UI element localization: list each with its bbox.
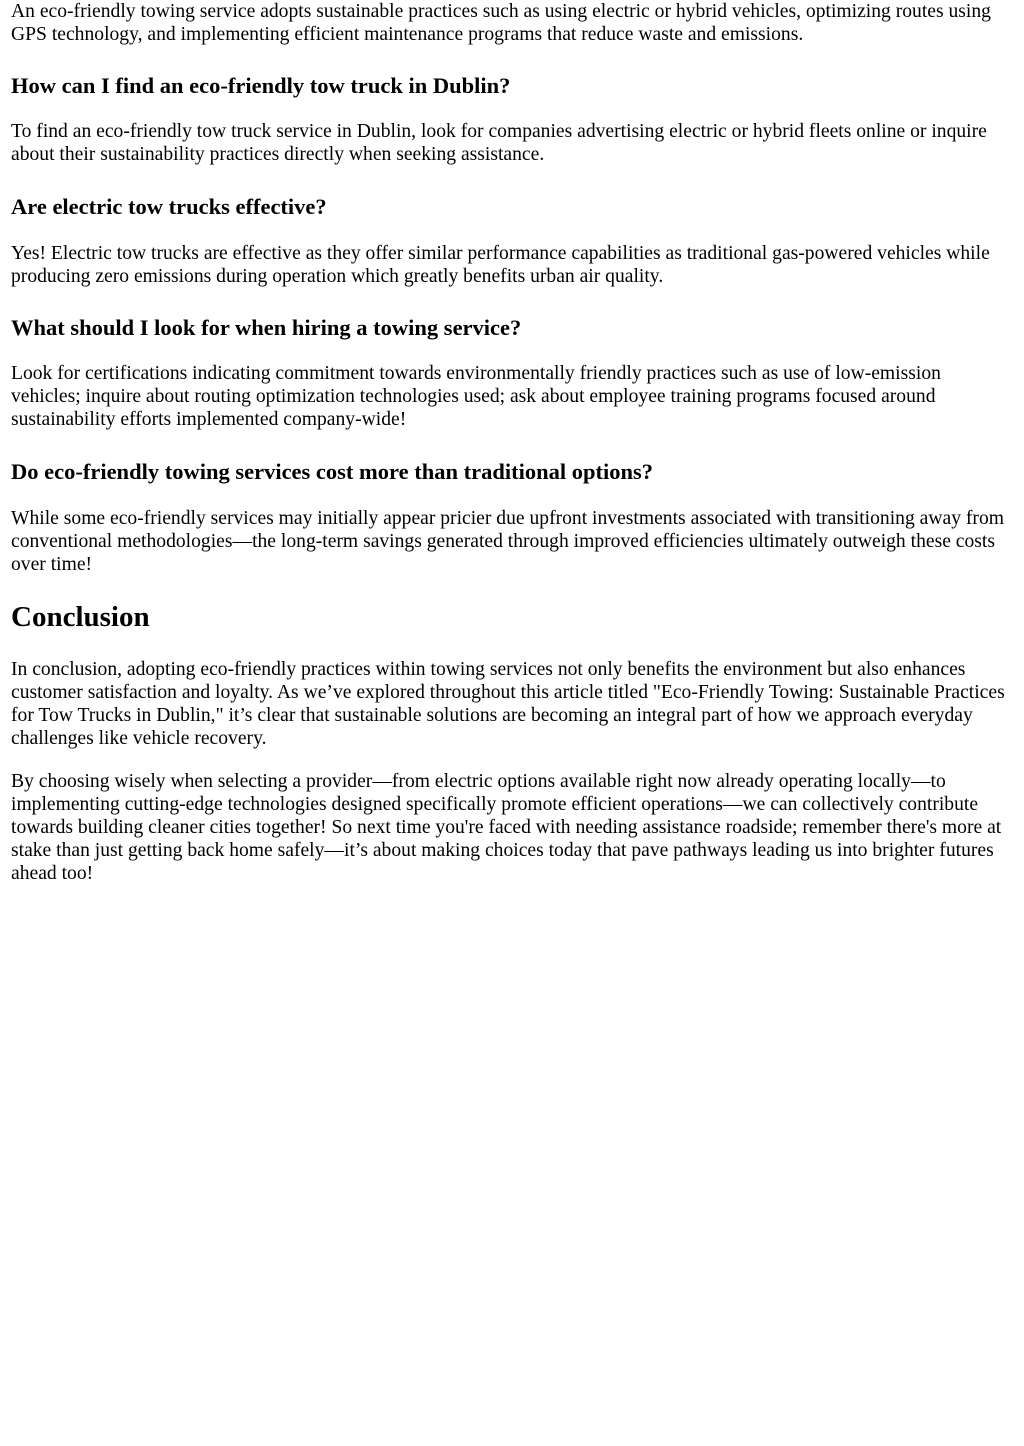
faq-answer-hiring-criteria: Look for certifications indicating commitment towards environmentally friendly practices such as use of low-emission vehicles; inquire about routing optimization technologies used; ask about employee training programs focused around sustainability efforts implemented company-wide! <box>11 363 941 430</box>
faq-question-electric-effective: Are electric tow trucks effective? <box>11 194 327 219</box>
faq-question-cost: Do eco-friendly towing services cost more than traditional options? <box>11 459 654 484</box>
conclusion-paragraph-1: In conclusion, adopting eco-friendly practices within towing services not only benefits the environment but also enhances customer satisfaction and loyalty. As we’ve explored throughout this article titled "Eco-Friendly Towing: Sustainable Practices for Tow Trucks in Dublin," it’s clear that sustainable solutions are becoming an integral part of how we approach everyday challenges like vehicle recovery. <box>11 659 1005 749</box>
faq-answer-cost: While some eco-friendly services may initially appear pricier due upfront investments associated with transitioning away from conventional methodologies—the long-term savings generated through improved efficiencies ultimately outweigh these costs over time! <box>11 508 1004 575</box>
conclusion-heading: Conclusion <box>11 601 150 633</box>
faq-answer-electric-effective: Yes! Electric tow trucks are effective as they offer similar performance capabilities as traditional gas-powered vehicles while producing zero emissions during operation which greatly benefits urban air quality. <box>11 243 990 287</box>
conclusion-paragraph-2: By choosing wisely when selecting a provider—from electric options available right now already operating locally—to implementing cutting-edge technologies designed specifically promote efficient operations—we can collectively contribute towards building cleaner cities together! So next time you're faced with needing assistance roadside; remember there's more at stake than just getting back home safely—it’s about making choices today that pave pathways leading us into brighter futures ahead too! <box>11 771 1002 884</box>
intro-paragraph: An eco-friendly towing service adopts sustainable practices such as using electric or hybrid vehicles, optimizing routes using GPS technology, and implementing efficient maintenance programs that reduce waste and emissions. <box>11 1 991 45</box>
faq-answer-find-tow-truck: To find an eco-friendly tow truck service in Dublin, look for companies advertising electric or hybrid fleets online or inquire about their sustainability practices directly when seeking assistance. <box>11 121 987 165</box>
faq-question-hiring-criteria: What should I look for when hiring a towing service? <box>11 315 522 340</box>
faq-question-find-tow-truck: How can I find an eco-friendly tow truck in Dublin? <box>11 73 511 98</box>
